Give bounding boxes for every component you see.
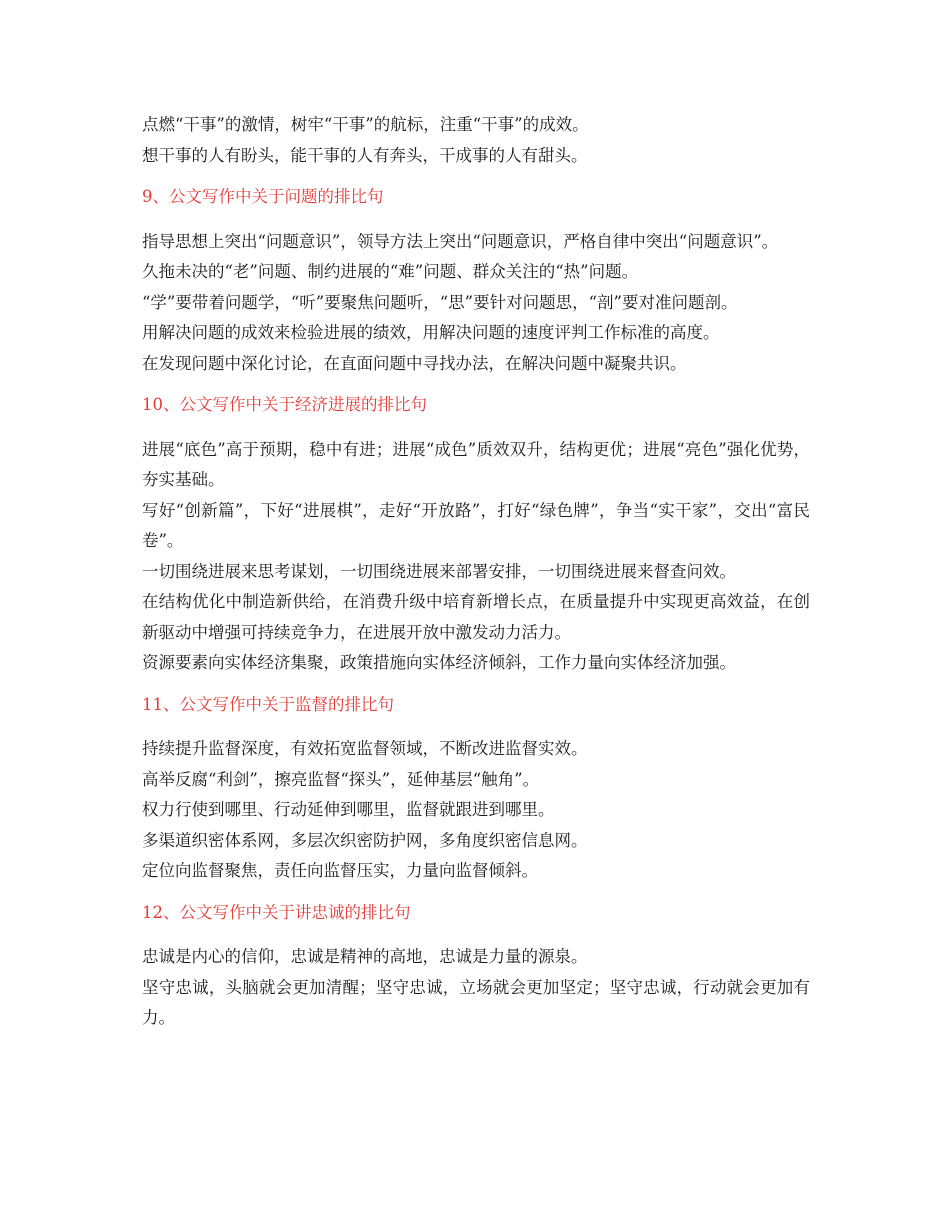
section-paragraph: 在结构优化中制造新供给，在消费升级中培育新增长点，在质量提升中实现更高效益，在创新驱动中增强可持续竞争力，在进展开放中激发动力活力。 bbox=[142, 592, 810, 642]
section-paragraph: 坚守忠诚，头脑就会更加清醒；坚守忠诚，立场就会更加坚定；坚守忠诚，行动就会更加有力。 bbox=[142, 977, 810, 1027]
section-paragraph: 用解决问题的成效来检验进展的绩效，用解决问题的速度评判工作标准的高度。 bbox=[142, 323, 720, 342]
section-heading: 9、公文写作中关于问题的排比句 bbox=[142, 187, 384, 206]
section-paragraph: 一切围绕进展来思考谋划，一切围绕进展来部署安排，一切围绕进展来督查问效。 bbox=[142, 561, 736, 581]
section-11 bbox=[142, 690, 810, 887]
section-paragraph: 高举反腐“利剑”，擦亮监督“探头”，延伸基层“触角”。 bbox=[142, 769, 540, 789]
section-heading: 11、公文写作中关于监督的排比句 bbox=[142, 694, 394, 714]
section-paragraph: “学”要带着问题学，“听”要聚焦问题听，“思”要针对问题思，“剖”要对准问题剖。 bbox=[142, 292, 738, 312]
section-paragraph: 指导思想上突出“问题意识”，领导方法上突出“问题意识，严格自律中突出“问题意识”。 bbox=[142, 231, 779, 251]
section-paragraph: 持续提升监督深度，有效拓宽监督领域，不断改进监督实效。 bbox=[142, 739, 588, 758]
intro-paragraph-2: 想干事的人有盼头，能干事的人有奔头，干成事的人有甜头。 bbox=[142, 145, 588, 165]
section-paragraph: 多渠道织密体系网，多层次织密防护网，多角度织密信息网。 bbox=[142, 830, 588, 850]
section-paragraph: 久拖未决的“老”问题、制约进展的“难”问题、群众关注的“热”问题。 bbox=[142, 262, 639, 281]
intro-block bbox=[142, 110, 810, 171]
section-paragraph: 在发现问题中深化讨论，在直面问题中寻找办法，在解决问题中凝聚共识。 bbox=[142, 353, 687, 373]
intro-paragraph-1: 点燃“干事”的激情，树牢“干事”的航标，注重“干事”的成效。 bbox=[142, 115, 589, 134]
section-paragraph: 定位向监督聚焦，责任向监督压实，力量向监督倾斜。 bbox=[142, 861, 538, 880]
section-12 bbox=[142, 898, 810, 1034]
section-paragraph: 忠诚是内心的信仰，忠诚是精神的高地，忠诚是力量的源泉。 bbox=[142, 947, 588, 966]
document-page bbox=[142, 110, 810, 1034]
section-heading: 10、公文写作中关于经济进展的排比句 bbox=[142, 395, 427, 414]
section-paragraph: 资源要素向实体经济集聚，政策措施向实体经济倾斜，工作力量向实体经济加强。 bbox=[142, 653, 736, 672]
section-9 bbox=[142, 182, 810, 379]
section-paragraph: 权力行使到哪里、行动延伸到哪里，监督就跟进到哪里。 bbox=[142, 800, 555, 819]
section-paragraph: 写好“创新篇”，下好“进展棋”，走好“开放路”，打好“绿色牌”，争当“实干家”，交出“富民卷”。 bbox=[142, 500, 810, 550]
section-paragraph: 进展“底色”高于预期，稳中有进；进展“成色”质效双升，结构更优；进展“亮色”强化优势，夯实基础。 bbox=[142, 439, 810, 489]
section-heading: 12、公文写作中关于讲忠诚的排比句 bbox=[142, 902, 411, 922]
section-10 bbox=[142, 390, 810, 679]
